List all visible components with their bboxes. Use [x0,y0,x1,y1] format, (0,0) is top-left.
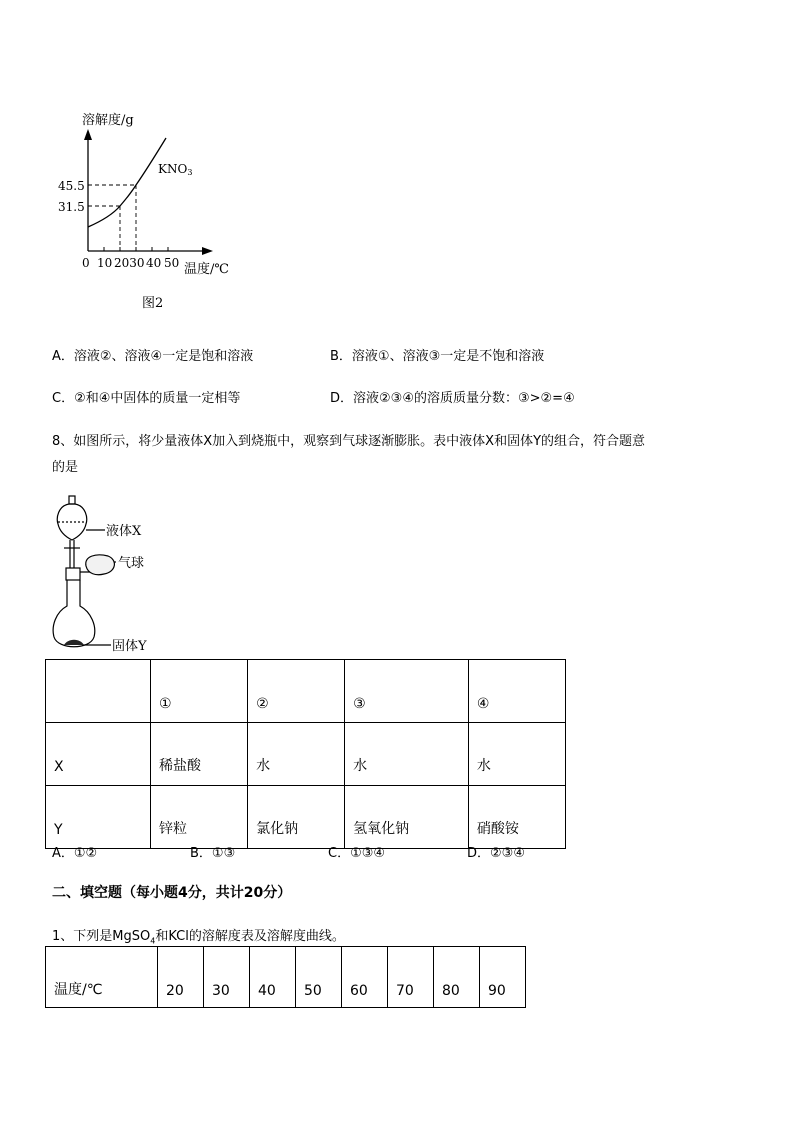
y-tick-45-5: 45.5 [58,179,85,193]
table-cell: 温度/℃ [46,947,158,1008]
graph-caption: 图2 [142,296,164,311]
table-row [46,660,566,723]
section-title: 二、填空题（每小题4分，共计20分） [52,885,292,901]
table-cell: ① [151,660,248,723]
q8-option-b: B．①③ [190,846,236,861]
table-row [46,723,566,786]
q7-option-b: B．溶液①、溶液③一定是不饱和溶液 [330,349,545,364]
q7-option-a: A．溶液②、溶液④一定是饱和溶液 [52,349,254,364]
q8-stem-line1: 8、如图所示，将少量液体X加入到烧瓶中，观察到气球逐渐膨胀。表中液体X和固体Y的组合，符合题意 [52,434,646,449]
x-tick-20-30: 2030 [114,256,145,270]
table-cell: Y [46,786,151,849]
graph-ylabel: 溶解度/g [82,113,134,128]
funnel-stopper [69,496,75,504]
solid-y-icon [64,640,84,645]
flask [53,580,95,647]
table-cell: 氯化钠 [248,786,345,849]
x-tick-0: 0 [82,256,90,270]
x-tick-10: 10 [97,256,113,270]
table-cell: 70 [388,947,434,1008]
table-cell: 水 [468,723,565,786]
label-solid-y: 固体Y [112,639,147,654]
q7-option-d: D．溶液②③④的溶质质量分数：③>②=④ [330,391,575,406]
section2-q1-stem: 1、下列是MgSO$_4$和KCl的溶解度表及溶解度曲线。 [52,929,345,946]
x-tick-50: 50 [164,256,180,270]
q8-option-a: A．①② [52,846,98,861]
table-cell: X [46,723,151,786]
table-cell: 40 [250,947,296,1008]
solubility-table [45,946,526,1008]
table-cell: 硝酸铵 [468,786,565,849]
table-cell: 60 [342,947,388,1008]
table-cell: 30 [204,947,250,1008]
x-tick-40: 40 [146,256,162,270]
label-balloon: 气球 [118,556,145,571]
table-cell: ② [248,660,345,723]
q8-stem-line2: 的是 [52,460,79,475]
table-cell: 50 [296,947,342,1008]
table-row [46,947,526,1008]
table-cell: 20 [158,947,204,1008]
q8-option-d: D．②③④ [467,846,525,861]
balloon-icon [86,555,115,575]
table-cell: 稀盐酸 [151,723,248,786]
table-cell: ③ [345,660,469,723]
q8-table [45,659,566,849]
q7-option-c: C．②和④中固体的质量一定相等 [52,391,241,406]
table-row [46,786,566,849]
flask-stopper [66,568,80,580]
table-cell: 90 [480,947,526,1008]
table-cell: 80 [434,947,480,1008]
x-axis-arrow [202,247,213,255]
curve-label: KNO3 [158,162,193,177]
table-cell: 氢氧化钠 [345,786,469,849]
apparatus-figure [0,0,200,660]
q8-option-c: C．①③④ [328,846,386,861]
table-cell [46,660,151,723]
y-tick-31-5: 31.5 [58,200,85,214]
table-cell: 水 [248,723,345,786]
table-cell: 水 [345,723,469,786]
table-cell: ④ [468,660,565,723]
graph-xlabel: 温度/℃ [184,262,229,277]
table-cell: 锌粒 [151,786,248,849]
label-liquid-x: 液体X [106,524,142,539]
